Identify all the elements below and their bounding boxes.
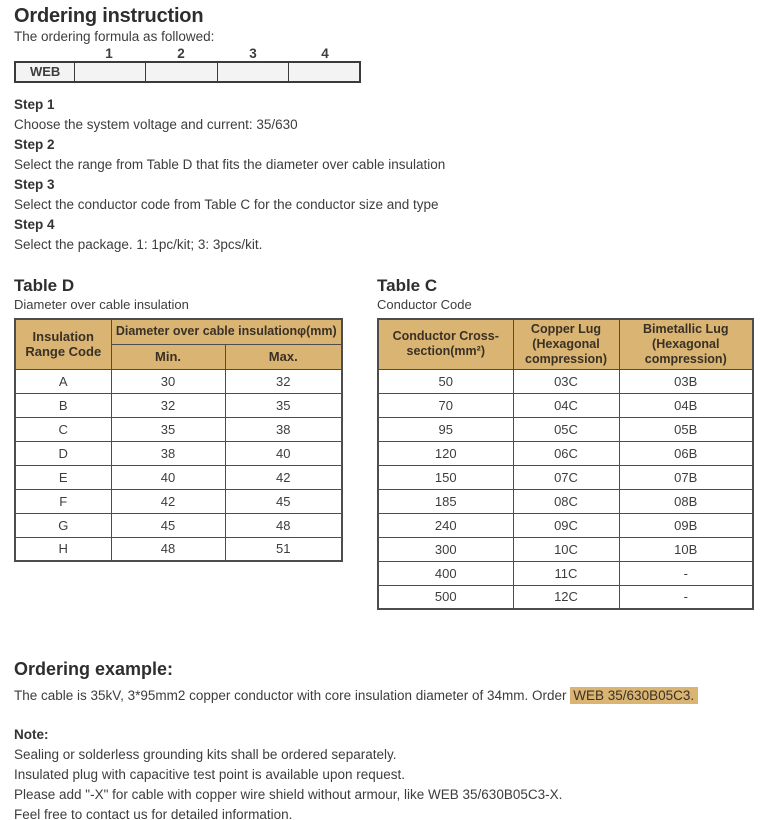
- table-cell: 45: [225, 489, 342, 513]
- table-cell: 06C: [513, 441, 619, 465]
- table-cell: H: [15, 537, 111, 561]
- table-row: [15, 441, 342, 465]
- table-c-body: [378, 369, 753, 609]
- formula-cells-row: [14, 61, 361, 83]
- table-row: [15, 393, 342, 417]
- note-line-3: Please add "-X" for cable with copper wire shield without armour, like WEB 35/630B05C3-X.: [14, 787, 563, 802]
- table-row: [378, 441, 753, 465]
- step-3-text: Select the conductor code from Table C for the conductor size and type: [14, 197, 439, 212]
- step-3-label: Step 3: [14, 177, 55, 192]
- table-cell: 06B: [619, 441, 753, 465]
- step-1-label: Step 1: [14, 97, 55, 112]
- table-d: [14, 318, 343, 562]
- table-cell: 500: [378, 585, 513, 609]
- table-cell: 70: [378, 393, 513, 417]
- table-row: [15, 489, 342, 513]
- ordering-example-sentence: The cable is 35kV, 3*95mm2 copper conductor with core insulation diameter of 34mm. Order: [14, 688, 571, 703]
- table-cell: 45: [111, 513, 225, 537]
- table-cell: G: [15, 513, 111, 537]
- table-row: [378, 585, 753, 609]
- table-cell: 05B: [619, 417, 753, 441]
- table-d-col-min: Min.: [111, 344, 225, 369]
- table-cell: 48: [225, 513, 342, 537]
- table-row: [378, 489, 753, 513]
- step-1-text: Choose the system voltage and current: 35/630: [14, 117, 298, 132]
- step-4-label: Step 4: [14, 217, 55, 232]
- formula-intro: The ordering formula as followed:: [14, 29, 215, 44]
- table-cell: 300: [378, 537, 513, 561]
- step-1: [14, 95, 756, 135]
- table-d-header-row-1: [15, 319, 342, 344]
- table-cell: 08C: [513, 489, 619, 513]
- table-row: [378, 465, 753, 489]
- table-c-header-row: [378, 319, 753, 369]
- table-cell: 95: [378, 417, 513, 441]
- table-cell: 40: [111, 465, 225, 489]
- table-cell: 50: [378, 369, 513, 393]
- table-row: [15, 369, 342, 393]
- table-c-block: [377, 275, 752, 610]
- tables-section: [14, 275, 756, 610]
- table-cell: 04C: [513, 393, 619, 417]
- table-c-header: [378, 319, 753, 369]
- table-d-title: Table D: [14, 276, 75, 295]
- table-c-col-bimetallic-lug: Bimetallic Lug (Hexagonal compression): [619, 319, 753, 369]
- table-cell: 30: [111, 369, 225, 393]
- formula-cell-2: [145, 63, 216, 81]
- table-c-subtitle: Conductor Code: [377, 297, 472, 312]
- table-cell: 07C: [513, 465, 619, 489]
- table-cell: -: [619, 561, 753, 585]
- table-cell: 48: [111, 537, 225, 561]
- table-d-body: [15, 369, 342, 561]
- table-d-col-max: Max.: [225, 344, 342, 369]
- table-row: [378, 417, 753, 441]
- table-row: [378, 537, 753, 561]
- table-cell: A: [15, 369, 111, 393]
- table-cell: 240: [378, 513, 513, 537]
- table-row: [378, 393, 753, 417]
- note-line-2: Insulated plug with capacitive test point is available upon request.: [14, 767, 405, 782]
- ordering-example-title: Ordering example:: [14, 659, 174, 679]
- table-cell: 10C: [513, 537, 619, 561]
- formula-position-2: 2: [177, 46, 185, 61]
- table-cell: 35: [225, 393, 342, 417]
- formula-cell-1: [74, 63, 145, 81]
- table-d-col-range-code: Insulation Range Code: [15, 319, 111, 369]
- table-cell: 42: [111, 489, 225, 513]
- table-cell: 32: [225, 369, 342, 393]
- ordering-formula-table: [14, 47, 361, 83]
- table-row: [378, 561, 753, 585]
- formula-label-spacer: [14, 47, 73, 60]
- formula-position-labels: [14, 47, 361, 60]
- table-c-title: Table C: [377, 276, 438, 295]
- table-cell: D: [15, 441, 111, 465]
- table-c-col-copper-lug: Copper Lug (Hexagonal compression): [513, 319, 619, 369]
- formula-position-3: 3: [249, 46, 257, 61]
- formula-prefix-cell: WEB: [16, 63, 74, 81]
- table-cell: 10B: [619, 537, 753, 561]
- step-2-label: Step 2: [14, 137, 55, 152]
- ordering-steps: [14, 95, 756, 255]
- table-row: [378, 369, 753, 393]
- table-cell: 35: [111, 417, 225, 441]
- table-cell: -: [619, 585, 753, 609]
- order-code-highlight: WEB 35/630B05C3.: [570, 687, 698, 704]
- step-4-text: Select the package. 1: 1pc/kit; 3: 3pcs/kit.: [14, 237, 263, 252]
- table-cell: 05C: [513, 417, 619, 441]
- table-cell: 120: [378, 441, 513, 465]
- table-d-header: [15, 319, 342, 369]
- table-row: [15, 417, 342, 441]
- table-cell: 400: [378, 561, 513, 585]
- note-line-4: Feel free to contact us for detailed information.: [14, 807, 293, 820]
- table-d-col-diameter-span: Diameter over cable insulationφ(mm): [111, 319, 342, 344]
- table-row: [15, 513, 342, 537]
- note-label: Note:: [14, 727, 49, 742]
- table-d-block: [14, 275, 341, 562]
- formula-cell-3: [217, 63, 288, 81]
- formula-position-1: 1: [105, 46, 113, 61]
- table-cell: 04B: [619, 393, 753, 417]
- table-cell: 12C: [513, 585, 619, 609]
- table-cell: C: [15, 417, 111, 441]
- table-cell: 42: [225, 465, 342, 489]
- formula-cell-4: [288, 63, 359, 81]
- table-row: [15, 537, 342, 561]
- table-c-col-cross-section: Conductor Cross-section(mm²): [378, 319, 513, 369]
- page-title: Ordering instruction: [14, 5, 204, 27]
- step-4: [14, 215, 756, 255]
- table-cell: B: [15, 393, 111, 417]
- step-3: [14, 175, 756, 215]
- table-cell: 51: [225, 537, 342, 561]
- table-cell: 150: [378, 465, 513, 489]
- table-cell: 38: [225, 417, 342, 441]
- table-cell: 185: [378, 489, 513, 513]
- step-2-text: Select the range from Table D that fits the diameter over cable insulation: [14, 157, 446, 172]
- table-cell: 09B: [619, 513, 753, 537]
- table-cell: 08B: [619, 489, 753, 513]
- table-cell: 38: [111, 441, 225, 465]
- table-cell: 03B: [619, 369, 753, 393]
- formula-position-4: 4: [321, 46, 329, 61]
- step-2: [14, 135, 756, 175]
- table-cell: 07B: [619, 465, 753, 489]
- table-row: [378, 513, 753, 537]
- table-cell: F: [15, 489, 111, 513]
- table-cell: E: [15, 465, 111, 489]
- table-cell: 32: [111, 393, 225, 417]
- table-cell: 03C: [513, 369, 619, 393]
- table-d-subtitle: Diameter over cable insulation: [14, 297, 189, 312]
- note-line-1: Sealing or solderless grounding kits shall be ordered separately.: [14, 747, 397, 762]
- note-section: [14, 725, 756, 820]
- table-cell: 40: [225, 441, 342, 465]
- table-row: [15, 465, 342, 489]
- table-cell: 11C: [513, 561, 619, 585]
- table-c: [377, 318, 754, 610]
- ordering-example-text: [14, 687, 756, 705]
- table-cell: 09C: [513, 513, 619, 537]
